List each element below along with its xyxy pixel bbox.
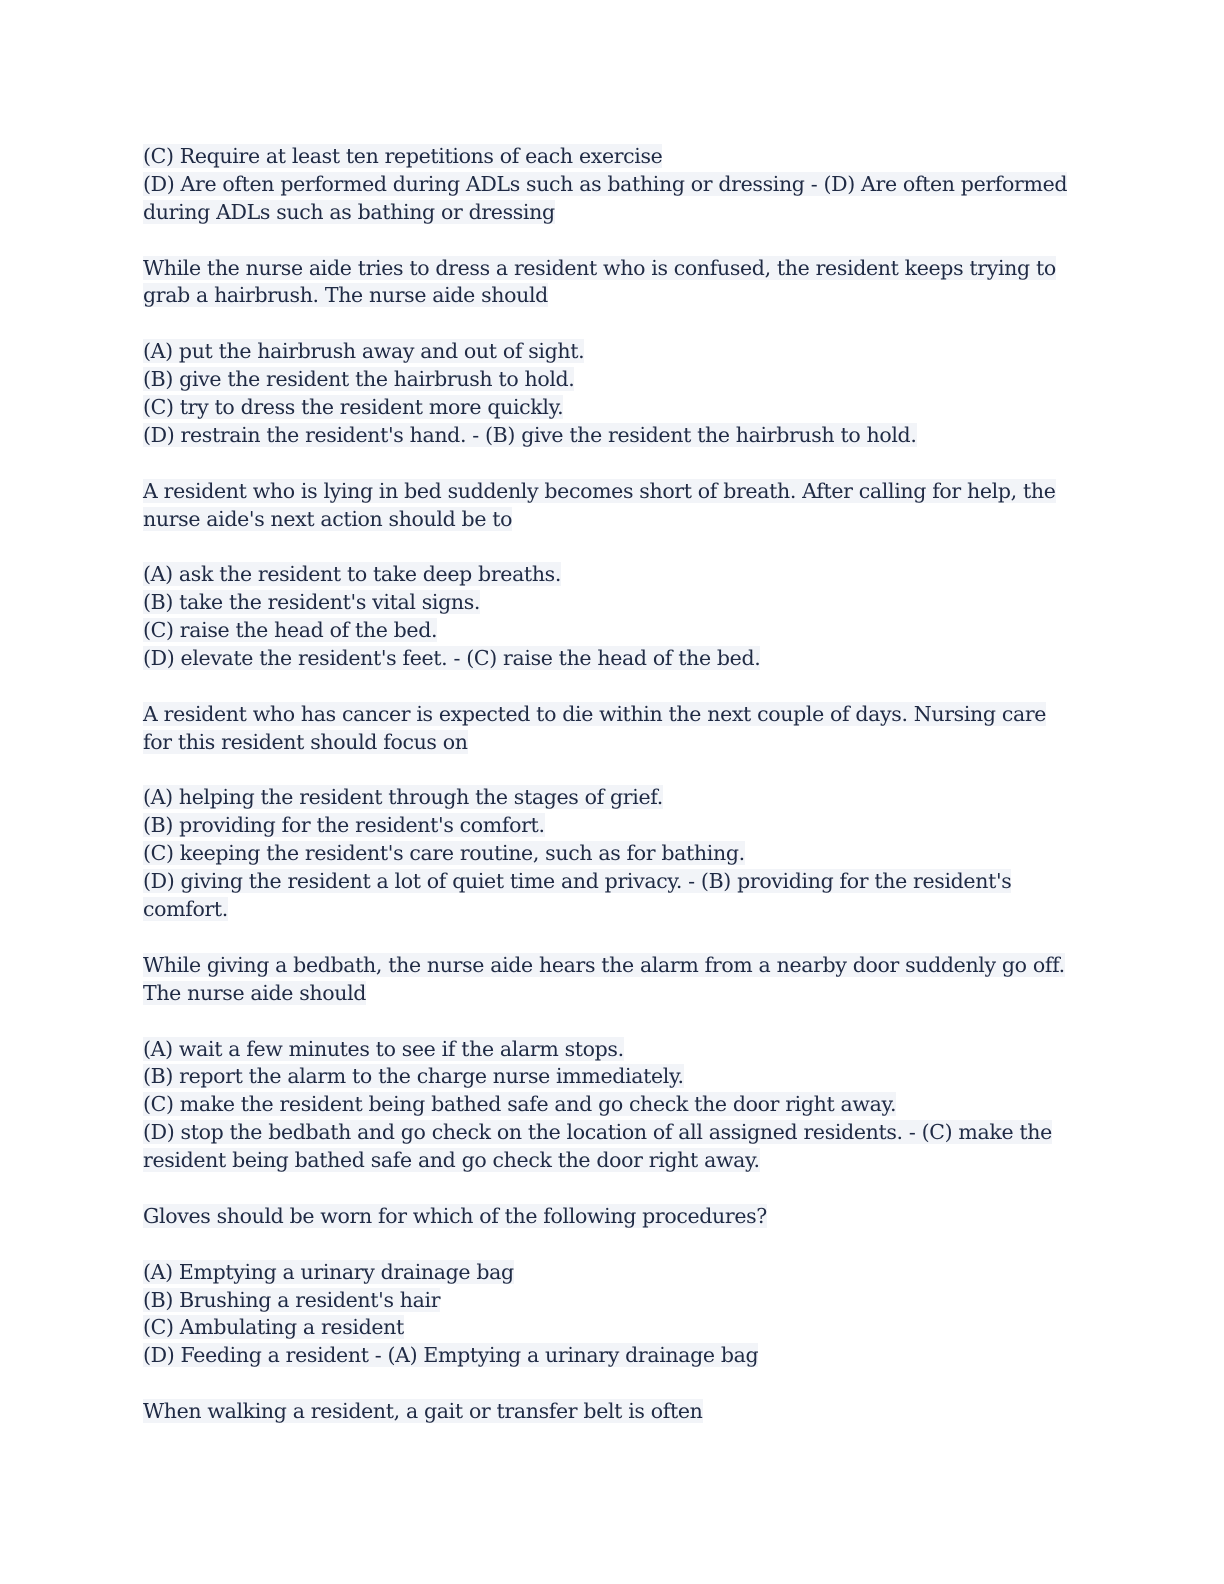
text-line	[143, 868, 1083, 896]
text-line	[143, 478, 1083, 506]
text-line	[143, 1314, 1083, 1342]
text-line	[143, 589, 1083, 617]
text-line	[143, 255, 1083, 283]
paragraph-gap	[143, 1008, 1083, 1036]
text-line	[143, 1063, 1083, 1091]
text-line-content: (B) Brushing a resident's hair	[143, 1287, 441, 1312]
text-line	[143, 1342, 1083, 1370]
text-line-content: (D) elevate the resident's feet. - (C) raise the head of the bed.	[143, 646, 761, 671]
text-line-content: (D) restrain the resident's hand. - (B) give the resident the hairbrush to hold.	[143, 422, 917, 447]
paragraph-gap	[143, 227, 1083, 255]
text-line-content: (A) Emptying a urinary drainage bag	[143, 1259, 514, 1284]
text-line-content: (D) stop the bedbath and go check on the location of all assigned residents. - (C) make the	[143, 1120, 1052, 1145]
text-line	[143, 199, 1083, 227]
text-line-content: (D) giving the resident a lot of quiet time and privacy. - (B) providing for the resident's	[143, 869, 1012, 894]
text-line	[143, 1287, 1083, 1315]
text-line-content: nurse aide's next action should be to	[143, 506, 513, 531]
text-line	[143, 1036, 1083, 1064]
text-line	[143, 1091, 1083, 1119]
paragraph-gap	[143, 1175, 1083, 1203]
text-line-content: grab a hairbrush. The nurse aide should	[143, 283, 548, 308]
text-line	[143, 394, 1083, 422]
text-line-content: (A) ask the resident to take deep breaths.	[143, 562, 562, 587]
text-line-content: (A) wait a few minutes to see if the alarm stops.	[143, 1036, 624, 1061]
text-line-content: resident being bathed safe and go check the door right away.	[143, 1148, 760, 1173]
text-line-content: (B) take the resident's vital signs.	[143, 590, 481, 615]
text-line	[143, 422, 1083, 450]
text-line	[143, 812, 1083, 840]
text-line-content: (D) Feeding a resident - (A) Emptying a urinary drainage bag	[143, 1343, 759, 1368]
text-line-content: (D) Are often performed during ADLs such as bathing or dressing - (D) Are often performed	[143, 171, 1068, 196]
text-line	[143, 366, 1083, 394]
text-line	[143, 561, 1083, 589]
text-line-content: (B) give the resident the hairbrush to hold.	[143, 367, 575, 392]
text-line-content: (C) raise the head of the bed.	[143, 618, 438, 643]
text-line-content: for this resident should focus on	[143, 729, 468, 754]
text-line-content: A resident who is lying in bed suddenly becomes short of breath. After calling for help, the	[143, 478, 1056, 503]
text-line	[143, 1398, 1083, 1426]
text-line	[143, 171, 1083, 199]
text-line	[143, 1259, 1083, 1287]
text-line-content: While the nurse aide tries to dress a resident who is confused, the resident keeps trying to	[143, 255, 1056, 280]
paragraph-gap	[143, 1370, 1083, 1398]
text-line	[143, 980, 1083, 1008]
text-line-content: The nurse aide should	[143, 980, 367, 1005]
text-line	[143, 645, 1083, 673]
text-line-content: When walking a resident, a gait or transfer belt is often	[143, 1399, 703, 1424]
text-line-content: (C) Require at least ten repetitions of each exercise	[143, 144, 663, 168]
text-line	[143, 1147, 1083, 1175]
text-line-content: during ADLs such as bathing or dressing	[143, 199, 555, 224]
text-line	[143, 840, 1083, 868]
text-line-content: (B) report the alarm to the charge nurse immediately.	[143, 1064, 684, 1089]
text-line-content: (C) Ambulating a resident	[143, 1315, 404, 1340]
text-line	[143, 143, 1083, 171]
text-line	[143, 1119, 1083, 1147]
text-line	[143, 506, 1083, 534]
text-line	[143, 896, 1083, 924]
text-line-content: comfort.	[143, 897, 228, 922]
text-line-content: (C) keeping the resident's care routine, such as for bathing.	[143, 841, 745, 866]
text-line	[143, 729, 1083, 757]
text-line-content: (A) helping the resident through the stages of grief.	[143, 785, 663, 810]
text-line-content: (A) put the hairbrush away and out of sight.	[143, 339, 585, 364]
text-line-content: A resident who has cancer is expected to die within the next couple of days. Nursing care	[143, 701, 1047, 726]
text-line	[143, 784, 1083, 812]
text-line-content: (C) try to dress the resident more quickly.	[143, 395, 564, 420]
document-page	[143, 143, 1083, 1426]
text-line	[143, 338, 1083, 366]
paragraph-gap	[143, 924, 1083, 952]
text-line	[143, 701, 1083, 729]
paragraph-gap	[143, 450, 1083, 478]
text-line-content: While giving a bedbath, the nurse aide hears the alarm from a nearby door suddenly go off.	[143, 952, 1065, 977]
text-line	[143, 1203, 1083, 1231]
text-line-content: (B) providing for the resident's comfort.	[143, 813, 545, 838]
paragraph-gap	[143, 757, 1083, 785]
paragraph-gap	[143, 1231, 1083, 1259]
paragraph-gap	[143, 673, 1083, 701]
text-line	[143, 617, 1083, 645]
text-line-content: Gloves should be worn for which of the following procedures?	[143, 1203, 767, 1228]
text-line	[143, 282, 1083, 310]
paragraph-gap	[143, 533, 1083, 561]
text-line-content: (C) make the resident being bathed safe and go check the door right away.	[143, 1092, 897, 1117]
paragraph-gap	[143, 310, 1083, 338]
text-line	[143, 952, 1083, 980]
